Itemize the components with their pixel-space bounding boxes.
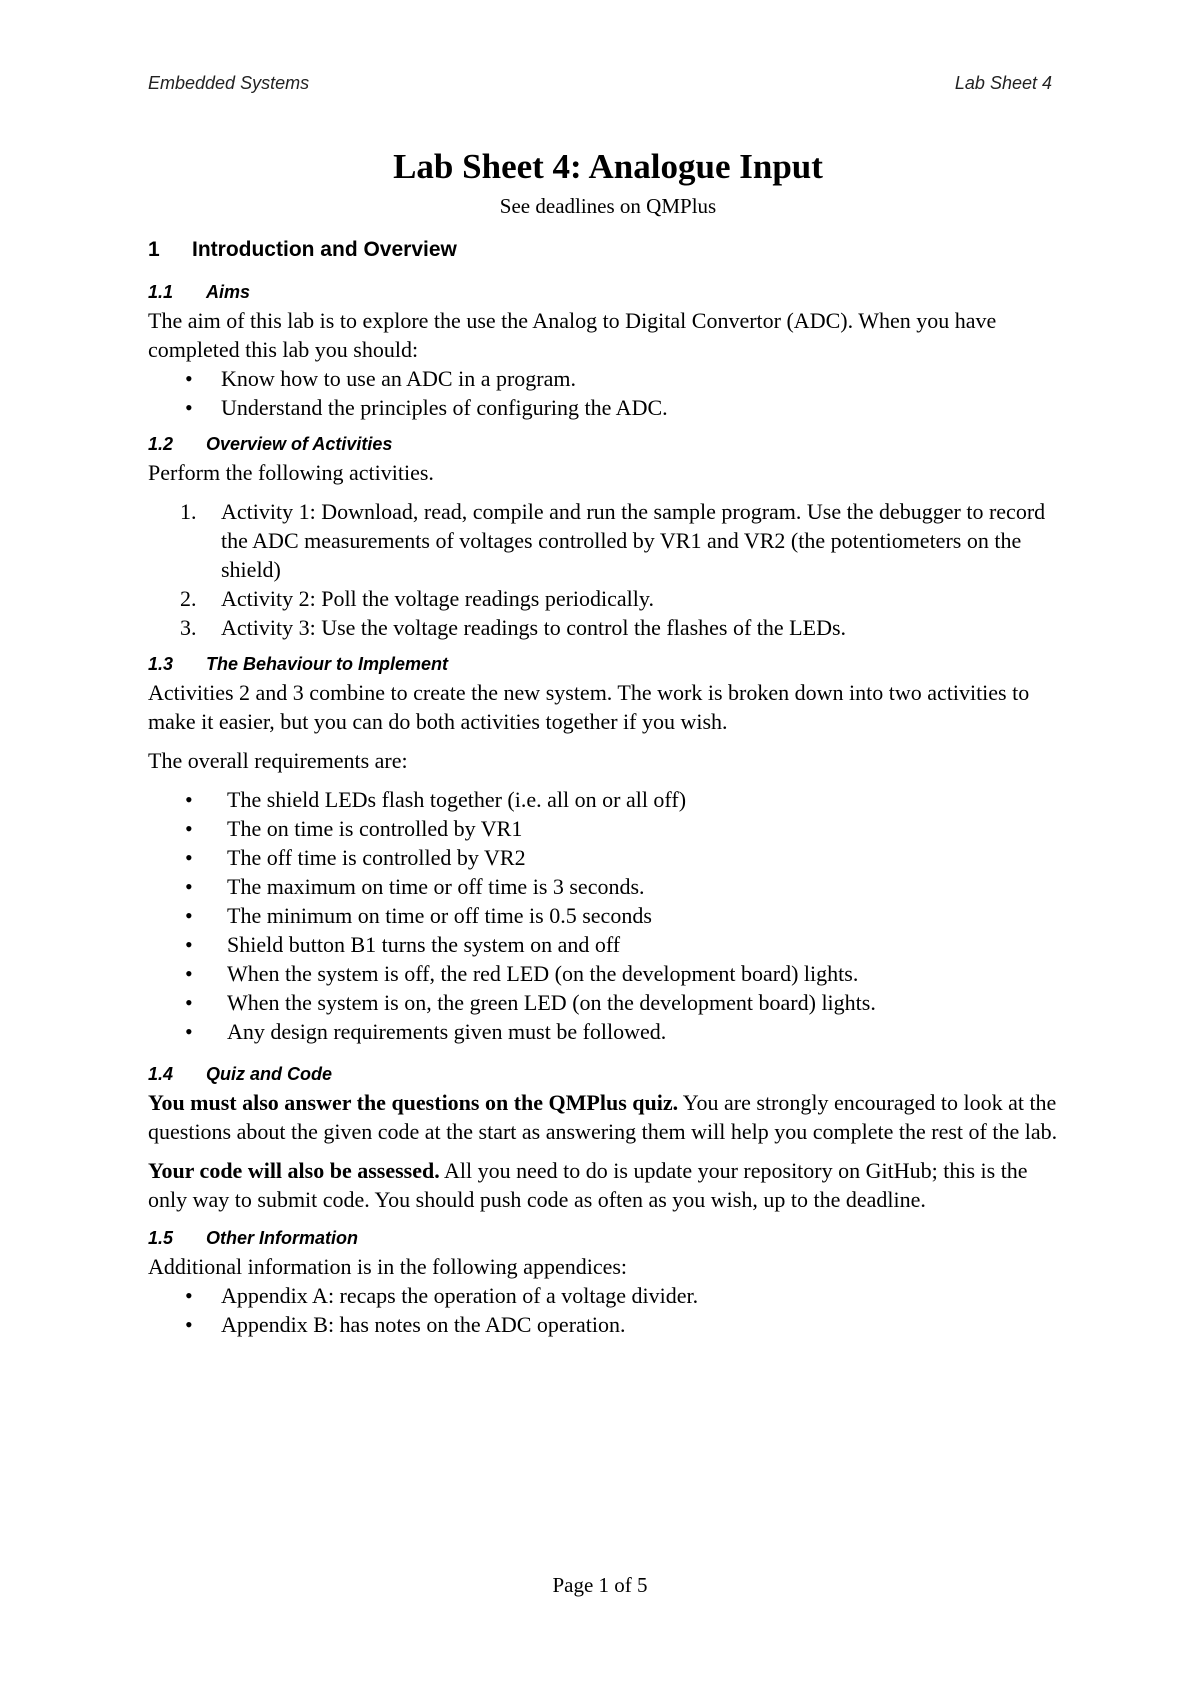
section-1-1-heading (148, 278, 1068, 306)
list-item: 2. Activity 2: Poll the voltage readings periodically. (180, 586, 654, 611)
appendices-intro: Additional information is in the following appendices: (148, 1254, 628, 1279)
section-title: Quiz and Code (206, 1064, 332, 1084)
list-item: • Appendix A: recaps the operation of a voltage divider. (148, 1281, 1068, 1310)
header-course: Embedded Systems (148, 73, 310, 93)
list-item: • When the system is on, the green LED (on the development board) lights. (148, 988, 1068, 1017)
page-header (148, 73, 1052, 94)
list-item: • The minimum on time or off time is 0.5 seconds (148, 901, 1068, 930)
section-1-4-heading (148, 1060, 1068, 1088)
section-number: 1 (148, 238, 160, 261)
list-item: • The on time is controlled by VR1 (148, 814, 1068, 843)
header-sheet: Lab Sheet 4 (954, 73, 1052, 93)
page-number: Page 1 of 5 (552, 1573, 648, 1597)
document-body (148, 146, 1068, 1339)
section-title: Introduction and Overview (192, 238, 457, 261)
list-item: 3. Activity 3: Use the voltage readings to control the flashes of the LEDs. (180, 615, 847, 640)
behaviour-paragraph: Activities 2 and 3 combine to create the new system. The work is broken down into two activities to make it easier, but you can do both activities together if you wish. (148, 680, 1030, 734)
requirements-list (148, 785, 1068, 1046)
aims-list (148, 364, 1068, 422)
list-item: • Any design requirements given must be followed. (148, 1017, 1068, 1046)
section-number: 1.2 (148, 434, 174, 454)
code-paragraph: Your code will also be assessed. All you need to do is update your repository on GitHub; this is the only way to submit code. You should push code as often as you wish, up to the deadline. (148, 1158, 1028, 1212)
quiz-paragraph: You must also answer the questions on the QMPlus quiz. You are strongly encouraged to look at the questions about the given code at the start as answering them will help you complete the rest of the lab. (148, 1090, 1058, 1144)
list-item: • Appendix B: has notes on the ADC operation. (148, 1310, 1068, 1339)
section-1-3-heading (148, 650, 1068, 678)
section-title: Other Information (206, 1228, 358, 1248)
list-item: • Know how to use an ADC in a program. (148, 364, 1068, 393)
page-subtitle: See deadlines on QMPlus (499, 194, 717, 218)
section-number: 1.1 (148, 282, 174, 302)
activities-intro: Perform the following activities. (148, 460, 434, 485)
list-item: • The maximum on time or off time is 3 seconds. (148, 872, 1068, 901)
section-title: The Behaviour to Implement (206, 654, 449, 674)
requirements-intro: The overall requirements are: (148, 748, 408, 773)
aims-paragraph: The aim of this lab is to explore the use the Analog to Digital Convertor (ADC). When you have completed this lab you should: (148, 308, 997, 362)
section-1-2-heading (148, 430, 1068, 458)
section-number: 1.5 (148, 1228, 174, 1248)
section-1-heading (148, 235, 1068, 264)
activities-list (148, 497, 1068, 642)
list-item: • Shield button B1 turns the system on and off (148, 930, 1068, 959)
appendices-list (148, 1281, 1068, 1339)
page-title: Lab Sheet 4: Analogue Input (393, 147, 823, 186)
section-number: 1.3 (148, 654, 174, 674)
section-title: Overview of Activities (206, 434, 393, 454)
list-item: • The shield LEDs flash together (i.e. all on or all off) (148, 785, 1068, 814)
section-title: Aims (206, 282, 251, 302)
list-item: • The off time is controlled by VR2 (148, 843, 1068, 872)
section-number: 1.4 (148, 1064, 174, 1084)
list-item: • When the system is off, the red LED (on the development board) lights. (148, 959, 1068, 988)
list-item: 1. Activity 1: Download, read, compile and run the sample program. Use the debugger to record the ADC measurements of voltages controlled by VR1 and VR2 (the potentiometers on the shield) (180, 499, 1046, 582)
section-1-5-heading (148, 1224, 1068, 1252)
list-item: • Understand the principles of configuring the ADC. (148, 393, 1068, 422)
